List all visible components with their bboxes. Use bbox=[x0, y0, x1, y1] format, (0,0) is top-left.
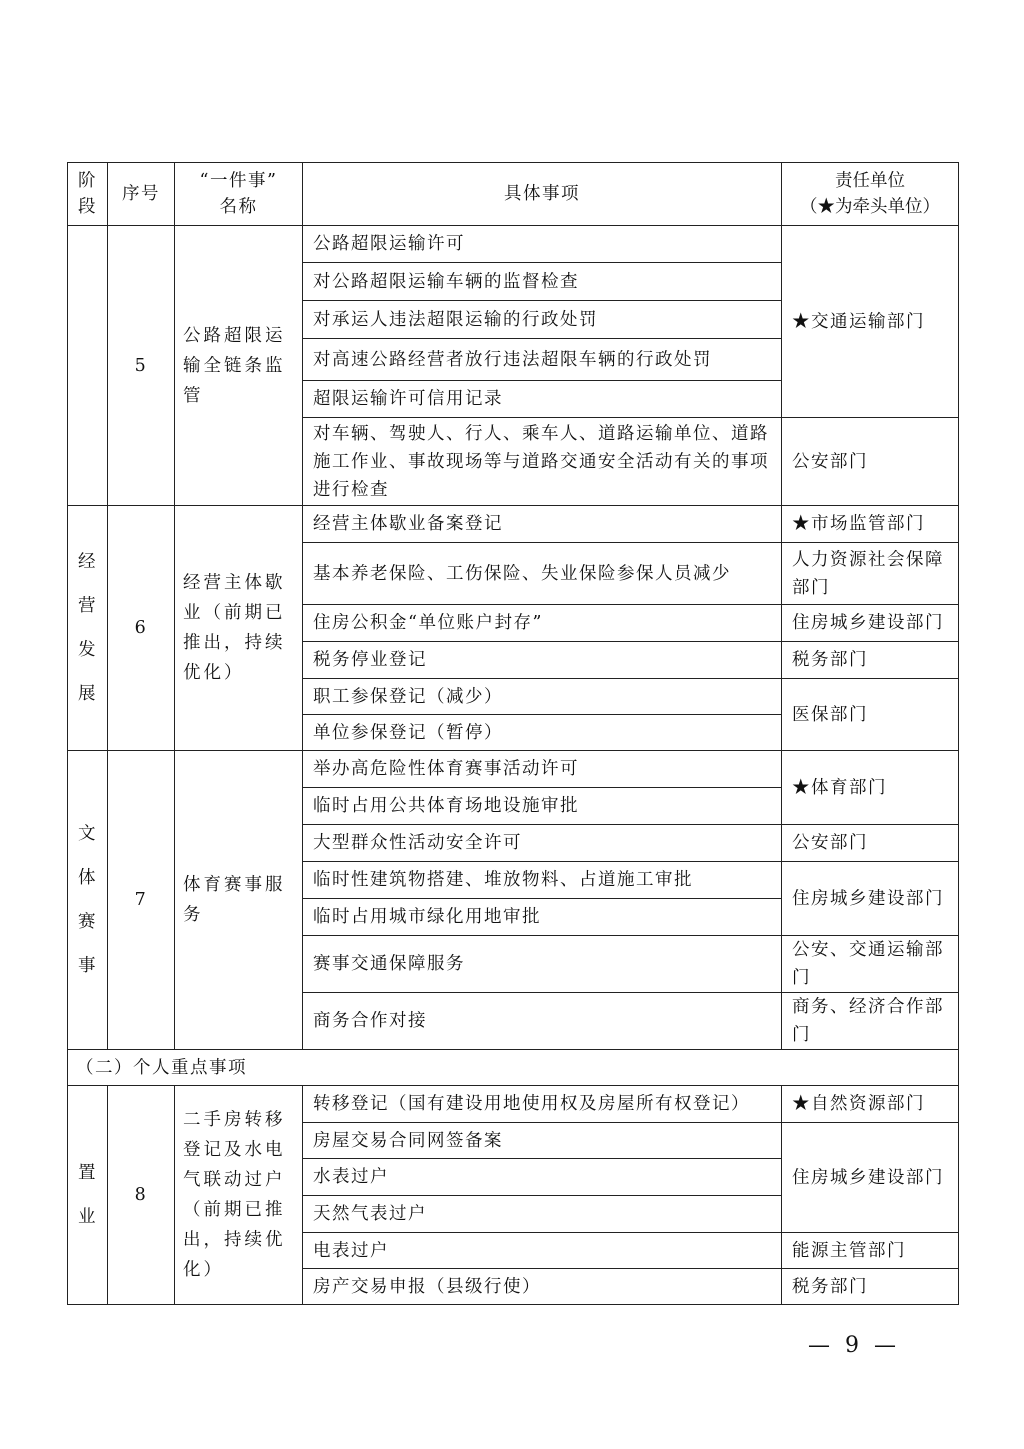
header-name-line2: 名称 bbox=[219, 197, 258, 217]
responsible-unit: 住房城乡建设部门 bbox=[782, 862, 959, 936]
stage-cell: 经营发展 bbox=[68, 506, 108, 751]
responsible-unit: 公安部门 bbox=[782, 825, 959, 862]
section-title: （二）个人重点事项 bbox=[68, 1050, 959, 1086]
specific-item: 赛事交通保障服务 bbox=[303, 936, 782, 993]
specific-item: 住房公积金“单位账户封存” bbox=[303, 605, 782, 642]
table-row bbox=[68, 226, 959, 263]
specific-item: 举办高危险性体育赛事活动许可 bbox=[303, 751, 782, 788]
stage-cell: 文体赛事 bbox=[68, 751, 108, 1050]
table-row bbox=[68, 751, 959, 788]
serial-number: 5 bbox=[108, 226, 175, 506]
responsible-unit: 医保部门 bbox=[782, 679, 959, 751]
header-stage: 阶段 bbox=[68, 163, 108, 226]
responsible-unit: 住房城乡建设部门 bbox=[782, 605, 959, 642]
table-row bbox=[68, 1086, 959, 1123]
specific-item: 职工参保登记（减少） bbox=[303, 679, 782, 715]
responsible-unit: 商务、经济合作部门 bbox=[782, 993, 959, 1050]
matters-table bbox=[67, 162, 959, 1305]
specific-item: 基本养老保险、工伤保险、失业保险参保人员减少 bbox=[303, 543, 782, 605]
specific-item: 商务合作对接 bbox=[303, 993, 782, 1050]
specific-item: 对公路超限运输车辆的监督检查 bbox=[303, 263, 782, 301]
responsible-unit: 人力资源社会保障部门 bbox=[782, 543, 959, 605]
specific-item: 公路超限运输许可 bbox=[303, 226, 782, 263]
specific-item: 临时占用城市绿化用地审批 bbox=[303, 899, 782, 936]
specific-item: 转移登记（国有建设用地使用权及房屋所有权登记） bbox=[303, 1086, 782, 1123]
header-unit bbox=[782, 163, 959, 226]
responsible-unit: ★市场监管部门 bbox=[782, 506, 959, 543]
specific-item: 房屋交易合同网签备案 bbox=[303, 1123, 782, 1159]
responsible-unit: 税务部门 bbox=[782, 1269, 959, 1305]
specific-item: 电表过户 bbox=[303, 1233, 782, 1269]
header-no: 序号 bbox=[108, 163, 175, 226]
specific-item: 临时占用公共体育场地设施审批 bbox=[303, 788, 782, 825]
matter-name: 公路超限运输全链条监管 bbox=[175, 226, 303, 506]
responsible-unit: 公安、交通运输部门 bbox=[782, 936, 959, 993]
section-row bbox=[68, 1050, 959, 1086]
specific-item: 单位参保登记（暂停） bbox=[303, 715, 782, 751]
specific-item: 对车辆、驾驶人、行人、乘车人、道路运输单位、道路施工作业、事故现场等与道路交通安全活动有关的事项进行检查 bbox=[303, 418, 782, 506]
responsible-unit: ★交通运输部门 bbox=[782, 226, 959, 418]
header-items: 具体事项 bbox=[303, 163, 782, 226]
header-name bbox=[175, 163, 303, 226]
stage-cell bbox=[68, 226, 108, 506]
stage-cell: 置业 bbox=[68, 1086, 108, 1305]
specific-item: 经营主体歇业备案登记 bbox=[303, 506, 782, 543]
specific-item: 大型群众性活动安全许可 bbox=[303, 825, 782, 862]
header-unit-line1: 责任单位 bbox=[835, 171, 905, 191]
specific-item: 超限运输许可信用记录 bbox=[303, 381, 782, 418]
matter-name: 体育赛事服务 bbox=[175, 751, 303, 1050]
responsible-unit: ★自然资源部门 bbox=[782, 1086, 959, 1123]
specific-item: 对高速公路经营者放行违法超限车辆的行政处罚 bbox=[303, 339, 782, 381]
responsible-unit: 公安部门 bbox=[782, 418, 959, 506]
serial-number: 7 bbox=[108, 751, 175, 1050]
specific-item: 房产交易申报（县级行使） bbox=[303, 1269, 782, 1305]
page-number: — 9 — bbox=[808, 1333, 900, 1358]
serial-number: 6 bbox=[108, 506, 175, 751]
header-name-line1: “一件事” bbox=[199, 171, 278, 191]
matter-name: 经营主体歇业（前期已推出，持续优化） bbox=[175, 506, 303, 751]
responsible-unit: 住房城乡建设部门 bbox=[782, 1123, 959, 1233]
responsible-unit: 能源主管部门 bbox=[782, 1233, 959, 1269]
table-row bbox=[68, 506, 959, 543]
specific-item: 对承运人违法超限运输的行政处罚 bbox=[303, 301, 782, 339]
responsible-unit: ★体育部门 bbox=[782, 751, 959, 825]
serial-number: 8 bbox=[108, 1086, 175, 1305]
specific-item: 天然气表过户 bbox=[303, 1196, 782, 1233]
specific-item: 税务停业登记 bbox=[303, 642, 782, 679]
header-unit-line2: （★为牵头单位） bbox=[800, 197, 940, 217]
specific-item: 水表过户 bbox=[303, 1159, 782, 1196]
responsible-unit: 税务部门 bbox=[782, 642, 959, 679]
header-row bbox=[68, 163, 959, 226]
matter-name: 二手房转移登记及水电气联动过户（前期已推出，持续优化） bbox=[175, 1086, 303, 1305]
specific-item: 临时性建筑物搭建、堆放物料、占道施工审批 bbox=[303, 862, 782, 899]
